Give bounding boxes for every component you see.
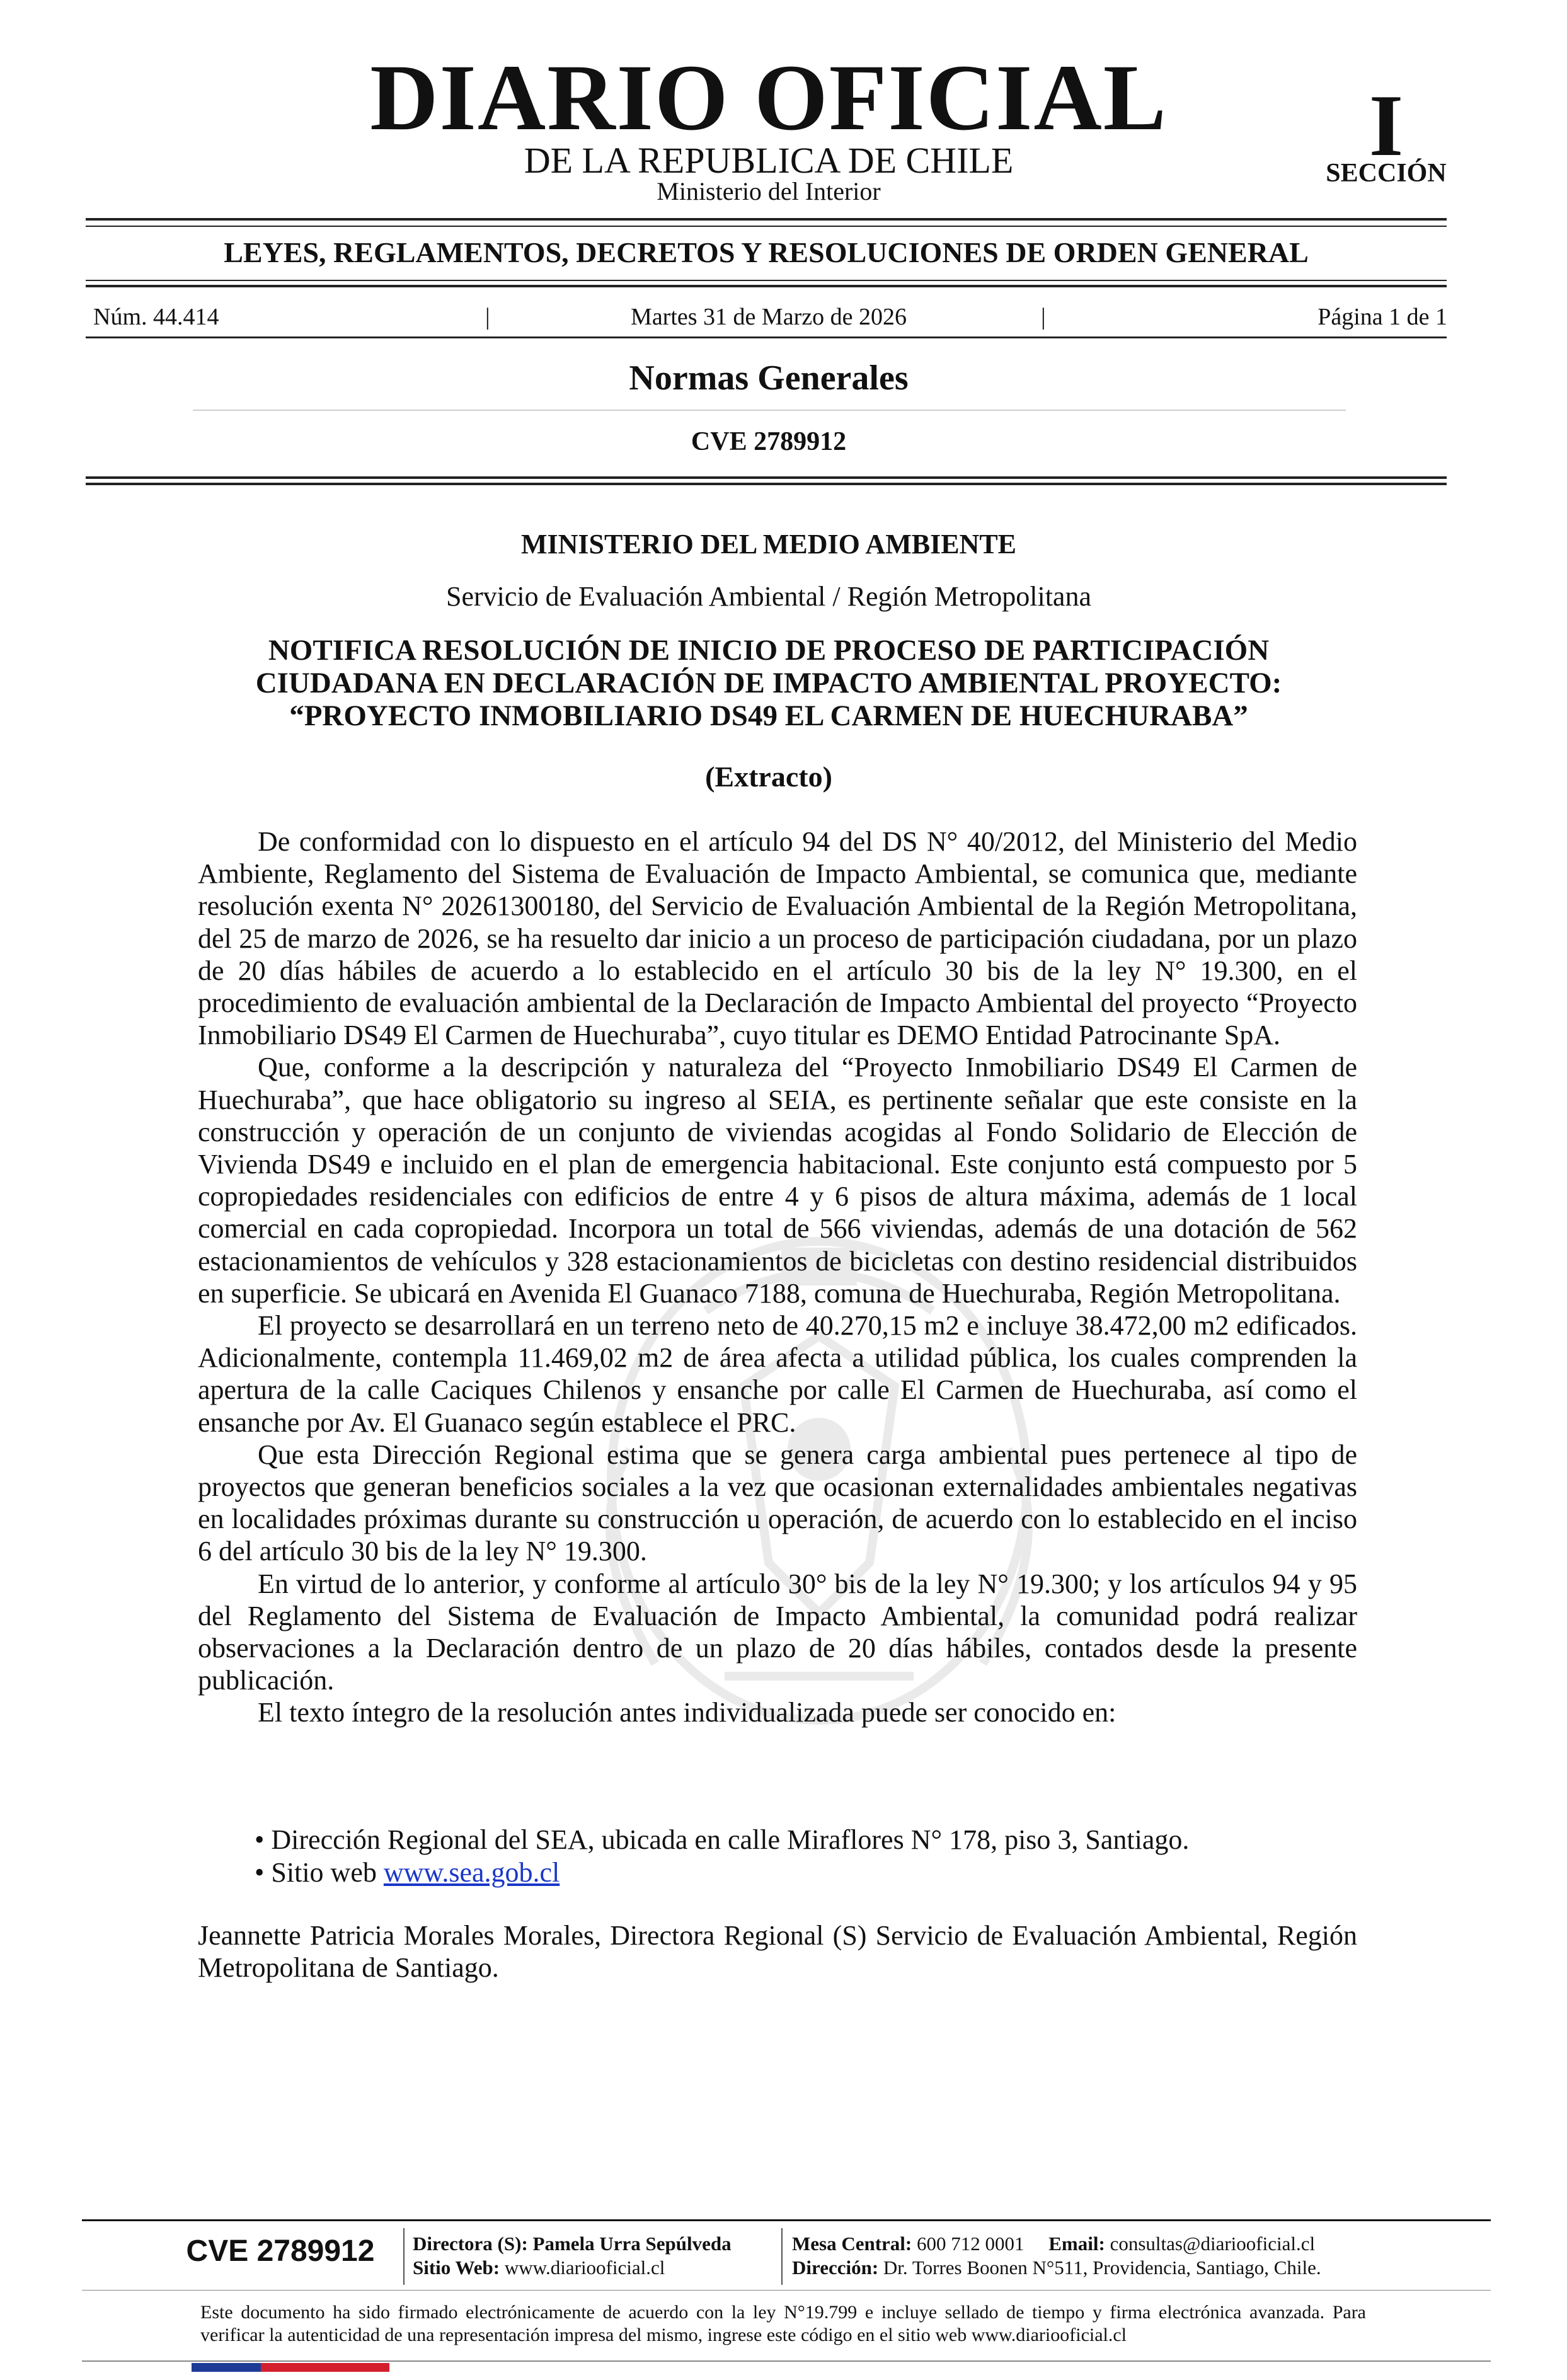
paragraph: El texto íntegro de la resolución antes individualizada puede ser conocido en: <box>258 1697 1116 1728</box>
banner-rule <box>86 285 1447 287</box>
body-text <box>198 825 1357 1729</box>
document-title-line: NOTIFICA RESOLUCIÓN DE INICIO DE PROCESO DE PARTICIPACIÓN <box>268 634 1270 667</box>
mesa-value: 600 712 0001 <box>917 2233 1025 2255</box>
director-label: Directora (S): <box>413 2233 528 2255</box>
header-rule <box>86 476 1447 479</box>
director-name: Pamela Urra Sepúlveda <box>532 2233 732 2255</box>
sea-website-link[interactable]: www.sea.gob.cl <box>383 1857 560 1888</box>
direccion-label: Dirección: <box>792 2256 879 2279</box>
meta-rule <box>86 336 1447 338</box>
list-item: • Dirección Regional del SEA, ubicada en calle Miraflores N° 178, piso 3, Santiago. <box>255 1824 1190 1855</box>
paragraph: De conformidad con lo dispuesto en el artículo 94 del DS N° 40/2012, del Ministerio del Medio Ambiente, Reglamento del Sistema de Evaluación de Impacto Ambiental, se comunica que, mediante resolución exenta N° 20261300180, del Servicio de Evaluación Ambiental de la Región Metropolitana, del 25 de marzo de 2026, se ha resuelto dar inicio a un proceso de participación ciudadana, por un plazo de 20 días hábiles de acuerdo a lo establecido en el artículo 30 bis de la ley N° 19.300, en el procedimiento de evaluación ambiental de la Declaración de Impacto Ambiental del proyecto “Proyecto Inmobiliario DS49 El Carmen de Huechuraba”, cuyo titular es DEMO Entidad Patrocinante SpA. <box>198 826 1357 1051</box>
list-item <box>255 1856 1389 1889</box>
service-subheading: Servicio de Evaluación Ambiental / Región Metropolitana <box>446 581 1091 612</box>
section-number: I <box>1369 77 1404 175</box>
section-label: SECCIÓN <box>1326 159 1447 188</box>
issue-number: Núm. 44.414 <box>93 304 219 330</box>
document-title-line: CIUDADANA EN DECLARACIÓN DE IMPACTO AMBIENTAL PROYECTO: <box>255 667 1282 699</box>
section-heading: Normas Generales <box>629 359 909 398</box>
footer-divider <box>403 2228 405 2285</box>
extract-label: (Extracto) <box>705 761 832 793</box>
signature-disclaimer: Este documento ha sido firmado electrónicamente de acuerdo con la ley N°19.799 e incluye sellado de tiempo y firma electrónica avanzada. Para verificar la autenticidad de una representación impresa del mismo, ingrese este código en el sitio web www.diariooficial.cl <box>200 2302 1366 2345</box>
masthead-subtitle: DE LA REPUBLICA DE CHILE <box>524 140 1014 181</box>
meta-separator: | <box>485 304 490 330</box>
paragraph: En virtud de lo anterior, y conforme al artículo 30° bis de la ley N° 19.300; y los artículos 94 y 95 del Reglamento del Sistema de Evaluación de Impacto Ambiental, la comunidad podrá realizar observaciones a la Declaración dentro de un plazo de 20 días hábiles, contados desde la presente publicación. <box>198 1568 1357 1696</box>
section-heading-underline <box>193 410 1346 411</box>
mesa-label: Mesa Central: <box>792 2233 912 2255</box>
web-value[interactable]: www.diariooficial.cl <box>504 2256 665 2279</box>
document-title-line: “PROYECTO INMOBILIARIO DS49 EL CARMEN DE HUECHURABA” <box>289 699 1248 732</box>
paragraph: Que, conforme a la descripción y naturaleza del “Proyecto Inmobiliario DS49 El Carmen de Huechuraba”, que hace obligatorio su ingreso al SEIA, es pertinente señalar que este consiste en la construcción y operación de un conjunto de viviendas acogidas al Fondo Solidario de Elección de Vivienda DS49 e incluido en el plan de emergencia habitacional. Este conjunto está compuesto por 5 copropiedades residenciales con edificios de entre 4 y 6 pisos de altura máxima, además de 1 local comercial en cada copropiedad. Incorpora un total de 566 viviendas, además de una dotación de 562 estacionamientos de vehículos y 328 estacionamientos de bicicletas con destino residencial distribuidos en superficie. Se ubicará en Avenida El Guanaco 7188, comuna de Huechuraba, Región Metropolitana. <box>198 1052 1357 1309</box>
document-title <box>189 634 1348 732</box>
footer-divider <box>781 2228 783 2285</box>
email-value[interactable]: consultas@diariooficial.cl <box>1110 2233 1316 2255</box>
flag-stripe-red <box>261 2363 389 2372</box>
masthead-rule-top-thin <box>86 226 1447 227</box>
flag-stripe-blue <box>192 2363 261 2372</box>
issue-date: Martes 31 de Marzo de 2026 <box>631 304 907 330</box>
footer-cve-code: CVE 2789912 <box>186 2234 375 2268</box>
footer-director-block <box>413 2232 732 2280</box>
footer-bottom-rule <box>82 2360 1491 2362</box>
footer-rule <box>82 2219 1491 2221</box>
footer-contact-block <box>792 2232 1321 2280</box>
web-label: Sitio Web: <box>413 2256 500 2279</box>
page-indicator: Página 1 de 1 <box>1317 304 1447 330</box>
meta-separator: | <box>1041 304 1046 330</box>
signature-block: Jeannette Patricia Morales Morales, Directora Regional (S) Servicio de Evaluación Ambiental, Región Metropolitana de Santiago. <box>198 1920 1357 1984</box>
masthead-ministry: Ministerio del Interior <box>657 177 881 205</box>
footer-rule-thin <box>82 2290 1491 2291</box>
ministry-heading: MINISTERIO DEL MEDIO AMBIENTE <box>520 529 1017 560</box>
direccion-value: Dr. Torres Boonen N°511, Providencia, Santiago, Chile. <box>883 2256 1321 2279</box>
banner-rule-thin <box>86 280 1447 281</box>
location-list <box>255 1824 1389 1889</box>
masthead-title: DIARIO OFICIAL <box>370 45 1168 150</box>
paragraph: Que esta Dirección Regional estima que se genera carga ambiental pues pertenece al tipo de proyectos que generan beneficios sociales a la vez que ocasionan externalidades ambientales negativas en localidades próximas durante su construcción u operación, de acuerdo con lo establecido en el inciso 6 del artículo 30 bis de la ley N° 19.300. <box>198 1439 1357 1567</box>
cve-code: CVE 2789912 <box>691 427 847 456</box>
header-rule-double <box>86 483 1447 485</box>
category-banner: LEYES, REGLAMENTOS, DECRETOS Y RESOLUCIONES DE ORDEN GENERAL <box>224 236 1309 268</box>
masthead-rule-top <box>86 218 1447 221</box>
paragraph: El proyecto se desarrollará en un terreno neto de 40.270,15 m2 e incluye 38.472,00 m2 edificados. Adicionalmente, contempla 11.469,02 m2 de área afecta a utilidad pública, los cuales comprenden la apertura de la calle Caciques Chilenos y ensanche por calle El Carmen de Huechuraba, así como el ensanche por Av. El Guanaco según establece el PRC. <box>198 1310 1357 1438</box>
list-item-prefix: • Sitio web <box>255 1857 384 1888</box>
email-label: Email: <box>1048 2233 1105 2255</box>
